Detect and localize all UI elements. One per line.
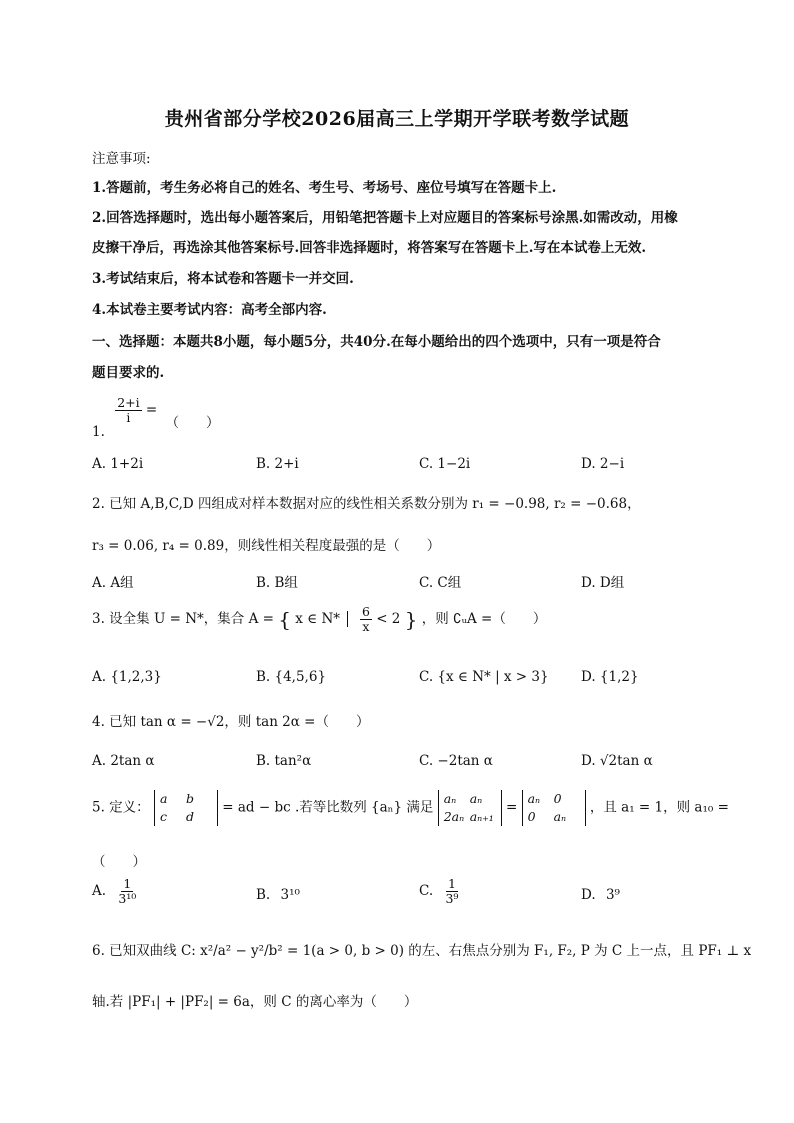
answer-blank: （ ） <box>165 414 220 431</box>
fraction-denominator: i <box>126 409 131 425</box>
fraction-numerator: 1 <box>447 876 456 891</box>
q5-option-a <box>92 877 138 906</box>
fraction-denominator: 3¹⁰ <box>118 890 137 906</box>
q5-option-b <box>256 887 300 903</box>
determinant-definition <box>154 790 218 826</box>
question-3 <box>92 605 546 634</box>
det-cell: aₙ <box>469 791 483 806</box>
question-3-text: 3. 设全集 U = N*，集合 A = <box>92 610 274 627</box>
question-1 <box>92 395 220 440</box>
option-label: B. <box>256 887 271 903</box>
question-5 <box>92 790 729 826</box>
option-value: 3¹⁰ <box>280 887 300 903</box>
option-label: D. <box>581 887 596 903</box>
question-6-cont: 轴.若 |PF₁| + |PF₂| = 6a，则 C 的离心率为（ ） <box>92 994 418 1010</box>
q2-option-b: B. B组 <box>256 575 298 591</box>
notice-heading: 注意事项: <box>92 151 151 167</box>
question-2: 2. 已知 A,B,C,D 四组成对样本数据对应的线性相关系数分别为 r₁ = −0.98, r₂ = −0.68， <box>92 496 641 512</box>
question-4: 4. 已知 tan α = −√2，则 tan 2α =（ ） <box>92 714 370 730</box>
q3-option-d: D. {1,2} <box>581 669 639 685</box>
notice-item-2: 2.回答选择题时，选出每小题答案后，用铅笔把答题卡上对应题目的答案标号涂黑.如需改动，用橡 <box>92 210 678 226</box>
det-cell: aₙ <box>443 791 457 806</box>
q5-option-d <box>581 887 620 903</box>
option-fraction <box>116 877 138 906</box>
q5-option-c <box>419 877 460 906</box>
set-condition: < 2 <box>376 610 401 627</box>
option-label: A. <box>92 882 107 899</box>
determinant-rule: = ad − bc .若等比数列 {aₙ} 满足 <box>222 799 434 816</box>
right-brace: } <box>404 607 418 632</box>
question-6: 6. 已知双曲线 C: x²/a² − y²/b² = 1(a > 0, b > 0) 的左、右焦点分别为 F₁, F₂, P 为 C 上一点，且 PF₁ ⊥ x <box>92 943 752 959</box>
question-3-fraction <box>360 605 372 634</box>
fraction-numerator: 6 <box>361 604 370 619</box>
q3-option-a: A. {1,2,3} <box>92 669 162 685</box>
notice-item-4: 4.本试卷主要考试内容：高考全部内容. <box>92 302 327 318</box>
equals-sign: = <box>145 401 158 418</box>
fraction-denominator: x <box>362 618 370 634</box>
det-cell: c <box>159 809 167 825</box>
section-heading-cont: 题目要求的. <box>92 365 165 381</box>
option-fraction <box>443 877 460 906</box>
question-1-number: 1. <box>92 423 105 440</box>
det-cell: d <box>185 809 194 825</box>
det-cell: b <box>185 791 194 806</box>
det-cell: aₙ₊₁ <box>469 809 494 825</box>
fraction-denominator: 3⁹ <box>445 890 459 906</box>
det-cell: 2aₙ <box>443 809 465 825</box>
question-3-tail: ，则 ∁ᵤA =（ ） <box>421 610 547 627</box>
det-cell: aₙ <box>527 791 541 806</box>
question-5-blank: （ ） <box>92 854 146 870</box>
notice-item-2-cont: 皮擦干净后，再选涂其他答案标号.回答非选择题时，将答案写在答题卡上.写在本试卷上无效. <box>92 240 647 256</box>
q4-option-a: A. 2tan α <box>92 753 155 769</box>
question-5-tail: ，且 a₁ = 1，则 a₁₀ = <box>589 799 729 816</box>
q2-option-d: D. D组 <box>581 575 625 591</box>
q1-option-d: D. 2−i <box>581 456 625 472</box>
notice-item-3: 3.考试结束后，将本试卷和答题卡一并交回. <box>92 271 354 287</box>
set-separator <box>347 611 352 627</box>
det-cell: aₙ <box>553 809 567 825</box>
option-label: C. <box>419 882 434 899</box>
page-title: 贵州省部分学校2026届高三上学期开学联考数学试题 <box>164 108 630 130</box>
equals-sign: = <box>505 799 518 816</box>
fraction-numerator: 2+i <box>117 395 140 410</box>
q1-option-c: C. 1−2i <box>419 456 471 472</box>
question-1-fraction <box>115 396 141 425</box>
left-brace: { <box>278 607 291 632</box>
set-element: x ∈ N* <box>295 610 341 627</box>
q1-option-a: A. 1+2i <box>92 456 144 472</box>
determinant-right <box>522 790 586 826</box>
q4-option-b: B. tan²α <box>256 753 312 769</box>
q2-option-c: C. C组 <box>419 575 462 591</box>
notice-item-1: 1.答题前，考生务必将自己的姓名、考生号、考场号、座位号填写在答题卡上. <box>92 180 557 196</box>
det-cell: 0 <box>527 809 536 825</box>
q4-option-c: C. −2tan α <box>419 753 493 769</box>
option-value: 3⁹ <box>605 887 620 903</box>
q3-option-c: C. {x ∈ N* | x > 3} <box>419 669 549 685</box>
question-2-cont: r₃ = 0.06, r₄ = 0.89，则线性相关程度最强的是（ ） <box>92 538 441 554</box>
fraction-numerator: 1 <box>123 876 132 891</box>
question-5-text: 5. 定义： <box>92 799 150 816</box>
q4-option-d: D. √2tan α <box>581 753 653 769</box>
q2-option-a: A. A组 <box>92 575 134 591</box>
determinant-left <box>438 790 502 826</box>
det-cell: a <box>159 791 168 806</box>
q3-option-b: B. {4,5,6} <box>256 669 327 685</box>
q1-option-b: B. 2+i <box>256 456 299 472</box>
section-heading: 一、选择题：本题共8小题，每小题5分，共40分.在每小题给出的四个选项中，只有一项是符合 <box>92 334 661 350</box>
det-cell: 0 <box>553 791 562 806</box>
